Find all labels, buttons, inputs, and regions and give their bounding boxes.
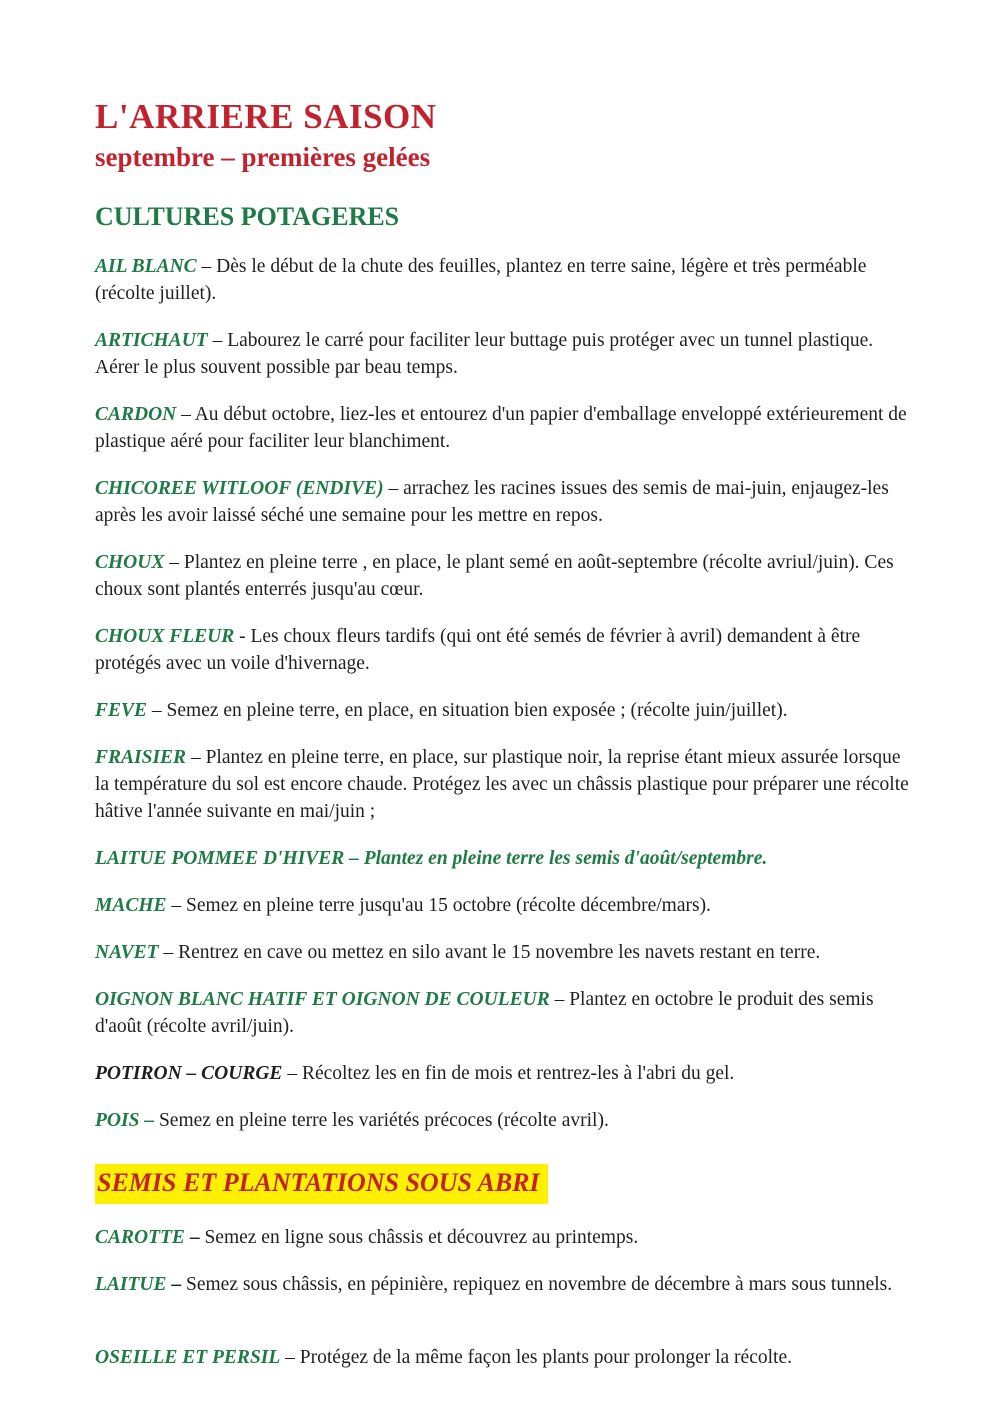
entry-term: LAITUE POMMEE D'HIVER [95, 848, 345, 869]
entry-paragraph [95, 744, 911, 825]
entry-term: MACHE [95, 895, 167, 916]
entry-term: CHICOREE WITLOOF (ENDIVE) [95, 478, 384, 499]
entry-term: LAITUE [95, 1274, 167, 1295]
entry-separator: – [196, 256, 217, 277]
entry-paragraph [95, 892, 911, 919]
entry-separator: – [280, 1347, 300, 1368]
entry-body: Les choux fleurs tardifs (qui ont été semés de février à avril) demandent à être protégés avec un voile d'hivernage. [95, 626, 861, 674]
entry-separator: – [147, 700, 167, 721]
section-heading-highlight-text: SEMIS ET PLANTATIONS SOUS ABRI [95, 1164, 548, 1204]
entry-term: AIL BLANC [95, 256, 197, 277]
entry-separator: – [186, 747, 206, 768]
entry-paragraph [95, 1060, 911, 1087]
entry-term: CHOUX [95, 552, 165, 573]
entry-separator: – [166, 1274, 187, 1295]
entry-term: OSEILLE ET PERSIL [95, 1347, 281, 1368]
entry-term: OIGNON BLANC HATIF ET OIGNON DE COULEUR [95, 989, 550, 1010]
entry-separator: – [164, 552, 184, 573]
page-title: L'ARRIERE SAISON [95, 97, 437, 136]
section-heading-1 [95, 1164, 911, 1204]
page-subtitle: septembre – premières gelées [95, 142, 431, 172]
entry-paragraph [95, 253, 911, 307]
entry-term: CARDON [95, 404, 177, 425]
entry-separator: – [184, 1227, 205, 1248]
entry-paragraph [95, 327, 911, 381]
entry-separator: – [166, 895, 187, 916]
entry-body: Protégez de la même façon les plants pour prolonger la récolte. [299, 1347, 792, 1368]
entry-separator: – [383, 478, 404, 499]
entry-separator: – [139, 1110, 159, 1131]
entry-term: POIS [95, 1110, 140, 1131]
entry-body: Labourez le carré pour faciliter leur buttage puis protéger avec un tunnel plastique. Aérer le plus souvent possible par beau temps. [95, 330, 874, 378]
entry-paragraph [95, 549, 911, 603]
entry-body: Plantez en pleine terre, en place, sur plastique noir, la reprise étant mieux assurée lorsque la température du sol est encore chaude. Protégez les avec un châssis plastique pour préparer une récolte hâtive l'année suivante en mai/juin ; [95, 747, 909, 822]
entry-paragraph [95, 1224, 911, 1251]
entry-body: Semez en ligne sous châssis et découvrez au printemps. [204, 1227, 639, 1248]
sections-container [95, 201, 911, 1371]
entry-paragraph [95, 845, 911, 872]
entry-paragraph [95, 623, 911, 677]
entry-body: Plantez en pleine terre les semis d'août/septembre. [363, 848, 768, 869]
entry-term: FEVE [95, 700, 148, 721]
entry-paragraph [95, 939, 911, 966]
entry-separator: – [549, 989, 570, 1010]
entry-paragraph [95, 986, 911, 1040]
entry-paragraph [95, 1271, 911, 1298]
entry-body: Plantez en octobre le produit des semis d'août (récolte avril/juin). [95, 989, 874, 1037]
section-heading-0: CULTURES POTAGERES [95, 202, 400, 231]
entry-body: Semez en pleine terre, en place, en situation bien exposée ; (récolte juin/juillet). [166, 700, 788, 721]
entry-body: Semez en pleine terre les variétés précoces (récolte avril). [158, 1110, 609, 1131]
entry-paragraph [95, 1107, 911, 1134]
entry-term: NAVET [95, 942, 159, 963]
entry-term: CHOUX FLEUR [95, 626, 235, 647]
entry-paragraph [95, 401, 911, 455]
entry-separator: – [344, 848, 364, 869]
entry-separator: – [207, 330, 228, 351]
entry-paragraph [95, 697, 911, 724]
entry-body: Au début octobre, liez-les et entourez d'un papier d'emballage enveloppé extérieurement de plastique aéré pour faciliter leur blanchiment. [95, 404, 907, 452]
entry-body: Récoltez les en fin de mois et rentrez-les à l'abri du gel. [301, 1063, 735, 1084]
entry-body: Plantez en pleine terre , en place, le plant semé en août-septembre (récolte avriul/juin). Ces choux sont plantés enterrés jusqu'au cœur. [95, 552, 894, 600]
entry-body: Semez en pleine terre jusqu'au 15 octobre (récolte décembre/mars). [186, 895, 711, 916]
entry-separator: – [282, 1063, 302, 1084]
entry-separator: – [176, 404, 195, 425]
entry-body: arrachez les racines issues des semis de mai-juin, enjaugez-les après les avoir laissé séché une semaine pour les mettre en repos. [95, 478, 889, 526]
entry-separator: – [158, 942, 179, 963]
entry-body: Semez sous châssis, en pépinière, repiquez en novembre de décembre à mars sous tunnels. [186, 1274, 893, 1295]
entry-term: ARTICHAUT [95, 330, 208, 351]
entry-term: CAROTTE [95, 1227, 185, 1248]
entry-paragraph [95, 1344, 911, 1371]
entry-separator: - [234, 626, 251, 647]
entry-body: Rentrez en cave ou mettez en silo avant le 15 novembre les navets restant en terre. [178, 942, 821, 963]
entry-term: POTIRON – COURGE [95, 1063, 283, 1084]
entry-paragraph [95, 475, 911, 529]
entry-body: Dès le début de la chute des feuilles, plantez en terre saine, légère et très perméable (récolte juillet). [95, 256, 867, 304]
entry-term: FRAISIER [95, 747, 187, 768]
